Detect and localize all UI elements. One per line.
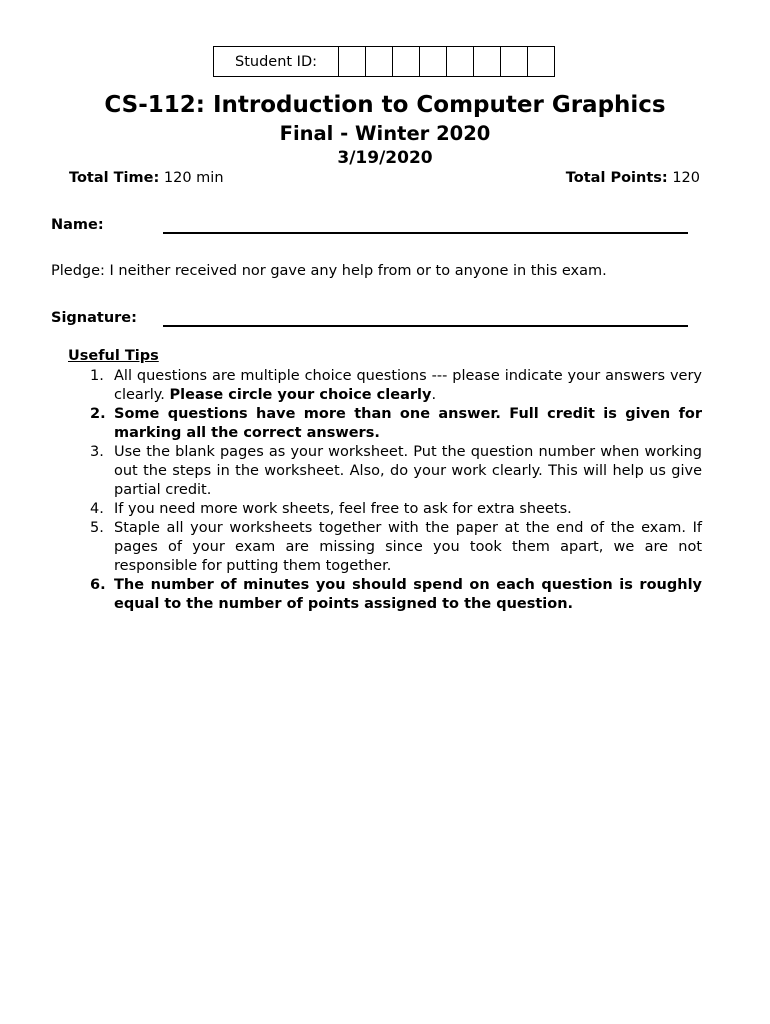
total-points-label: Total Points:	[565, 170, 668, 186]
student-id-box-6[interactable]	[474, 47, 501, 77]
tip-item-5	[90, 519, 702, 576]
tip-item-3	[90, 443, 702, 500]
student-id-label: Student ID:	[214, 47, 339, 77]
tip-text: If you need more work sheets, feel free to ask for extra sheets.	[114, 501, 572, 517]
signature-field[interactable]	[163, 313, 688, 327]
tip-text: Staple all your worksheets together with the paper at the end of the exam. If pages of your exam are missing since you took them apart, we are not responsible for putting them together.	[114, 520, 702, 574]
student-id-box-8[interactable]	[528, 47, 555, 77]
tip-item-1	[90, 367, 702, 405]
tip-number: 5.	[90, 520, 104, 536]
tip-text: The number of minutes you should spend on each question is roughly equal to the number of points assigned to the question.	[114, 577, 702, 612]
student-id-box-4[interactable]	[420, 47, 447, 77]
exam-subtitle: Final - Winter 2020	[279, 122, 491, 145]
student-id-box-5[interactable]	[447, 47, 474, 77]
tip-item-2	[90, 405, 702, 443]
total-time	[69, 170, 224, 186]
tip-text-part: .	[431, 387, 437, 403]
tips-heading: Useful Tips	[68, 348, 159, 364]
student-id-table	[213, 46, 555, 77]
tip-text: Some questions have more than one answer. Full credit is given for marking all the correct answers.	[114, 406, 702, 441]
total-points	[566, 170, 700, 186]
pledge-text: Pledge: I neither received nor gave any help from or to anyone in this exam.	[51, 263, 607, 279]
page-title: CS-112: Introduction to Computer Graphics	[104, 92, 666, 118]
name-field[interactable]	[163, 220, 688, 234]
tip-item-6	[90, 576, 702, 614]
student-id-box-7[interactable]	[501, 47, 528, 77]
tip-number: 1.	[90, 368, 104, 384]
student-id-box-3[interactable]	[393, 47, 420, 77]
tip-text-part: All questions are multiple choice questions --- please indicate your answers very clearly.	[114, 368, 702, 403]
tip-text-emphasis: Please circle your choice clearly	[169, 387, 432, 403]
name-label: Name:	[51, 217, 104, 233]
total-time-value: 120 min	[163, 170, 224, 186]
student-id-box-1[interactable]	[339, 47, 366, 77]
tip-number: 6.	[90, 577, 106, 593]
tip-item-4	[90, 500, 702, 519]
tips-list	[90, 367, 702, 614]
total-time-label: Total Time:	[69, 170, 160, 186]
tip-number: 4.	[90, 501, 104, 517]
tip-text	[114, 367, 702, 405]
student-id-box-2[interactable]	[366, 47, 393, 77]
signature-label: Signature:	[51, 310, 137, 326]
tip-number: 3.	[90, 444, 104, 460]
tip-text: Use the blank pages as your worksheet. Put the question number when working out the steps in the worksheet. Also, do your work clearly. This will help us give partial credit.	[114, 444, 702, 498]
total-points-value: 120	[672, 170, 700, 186]
tip-number: 2.	[90, 406, 106, 422]
exam-date: 3/19/2020	[337, 148, 433, 168]
